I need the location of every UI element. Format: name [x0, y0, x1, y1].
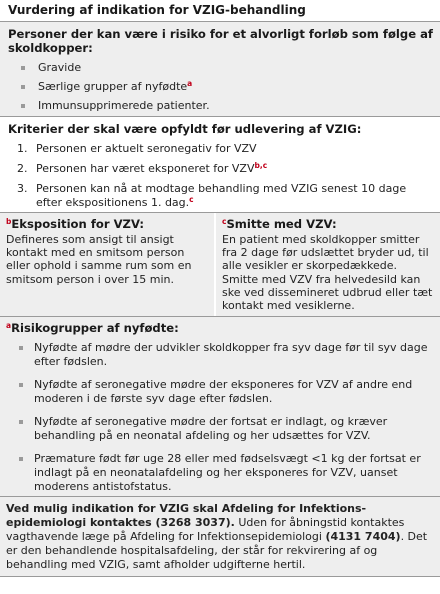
exposure-text: Defineres som ansigt til ansigt kontakt med en smitsom person eller ophold i samme rum som en smitsom person i over 15 min. [6, 233, 192, 286]
list-item-text: Personen har været eksponeret for VZV [36, 162, 255, 175]
list-item [8, 99, 434, 118]
list-item-text: Personen er aktuelt seronegativ for VZV [36, 142, 257, 155]
list-item-text: Særlige grupper af nyfødte [38, 80, 188, 93]
contact-section [0, 497, 440, 577]
criteria-heading: Kriterier der skal være opfyldt før udlevering af VZIG: [8, 122, 362, 136]
bullet-square-icon [19, 383, 23, 387]
exposure-heading [6, 217, 208, 231]
list-number: 3. [17, 182, 28, 195]
newborn-groups-heading-text: Risikogrupper af nyfødte: [11, 321, 179, 335]
exposure-box [0, 213, 216, 316]
newborn-groups-section [0, 317, 440, 497]
list-item-text: Gravide [38, 61, 82, 74]
contact-intro: Ved mulig indikation for VZIG skal Afdeling for Infektions-epidemiologi kontaktes (3268 3037). [6, 502, 367, 529]
footnote-marker: a [187, 79, 193, 88]
list-item-text: Præmature født før uge 28 eller med fødselsvægt <1 kg der fortsat er indlagt på en neonatalafdeling og her eksponeres for VZV, uanset moderens antistofstatus. [34, 452, 421, 493]
infection-heading [222, 217, 434, 231]
bullet-square-icon [19, 457, 23, 461]
criteria-list [8, 142, 434, 210]
bullet-square-icon [21, 104, 25, 108]
footnote-marker: b [6, 217, 12, 226]
risk-persons-heading: Personer der kan være i risiko for et alvorligt forløb som følge af skoldkopper: [8, 27, 433, 55]
infection-text: En patient med skoldkopper smitter fra 2 dage før udslættet bryder ud, til alle vesikler er skorpedækkede. Smitte med VZV fra helvedesild kan ske ved dissemineret udbrud eller tæt kontakt med vesiklerne. [222, 233, 433, 313]
contact-end-text: . Det er den behandlende hospitalsafdeling, der står for rekvirering af og behandling med VZIG, samt afholder udgifterne hertil. [6, 530, 428, 571]
list-item [8, 142, 434, 156]
list-item-text: Nyfødte af seronegative mødre der eksponeres for VZV af andre end moderen i de første syv dage efter fødslen. [34, 378, 413, 405]
list-item-text: Immunsupprimerede patienter. [38, 99, 210, 112]
list-item [6, 378, 434, 406]
list-item-text: Personen kan nå at modtage behandling med VZIG senest 10 dage efter ekspositionens 1. dag. [36, 182, 407, 209]
infection-heading-text: Smitte med VZV: [226, 217, 337, 231]
footnote-marker: c [222, 217, 227, 226]
list-item [8, 80, 434, 99]
footnote-marker: b,c [254, 161, 268, 170]
exposure-heading-text: Eksposition for VZV: [11, 217, 145, 231]
newborn-groups-heading [6, 321, 434, 335]
list-item [8, 182, 434, 210]
list-item-text: Nyfødte af seronegative mødre der fortsat er indlagt, og kræver behandling på en neonatal afdeling og her udsættes for VZV. [34, 415, 388, 442]
infection-box [216, 213, 440, 316]
list-item [6, 341, 434, 369]
contact-middle-text: Uden for åbningstid kontaktes vagthavende læge på Afdeling for Infektionsepidemiologi [6, 516, 405, 543]
bullet-square-icon [21, 66, 25, 70]
bullet-square-icon [19, 346, 23, 350]
list-number: 2. [17, 162, 28, 175]
list-item [6, 452, 434, 494]
list-item [8, 162, 434, 176]
list-item-text: Nyfødte af mødre der udvikler skoldkopper fra syv dage før til syv dage efter fødslen. [34, 341, 428, 368]
footnote-marker: c [189, 195, 194, 204]
list-item [6, 415, 434, 443]
list-item [8, 61, 434, 80]
newborn-groups-list [6, 341, 434, 494]
page-title: Vurdering af indikation for VZIG-behandling [0, 0, 440, 22]
bullet-square-icon [19, 420, 23, 424]
definitions-row [0, 213, 440, 317]
risk-persons-section [0, 22, 440, 117]
criteria-section [0, 117, 440, 213]
list-number: 1. [17, 142, 28, 155]
contact-phone: (4131 7404) [325, 530, 401, 543]
footnote-marker: a [6, 321, 12, 330]
risk-persons-list [8, 61, 434, 118]
bullet-square-icon [21, 85, 25, 89]
